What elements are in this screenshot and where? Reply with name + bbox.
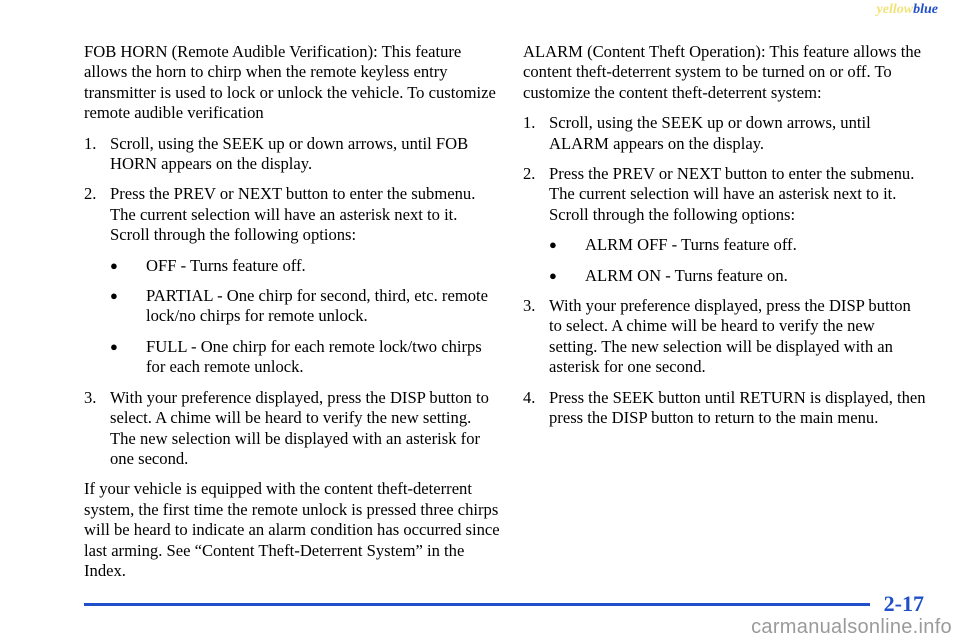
step-item (84, 184, 500, 377)
watermark: carmanualsonline.info (751, 616, 952, 638)
color-tag (877, 2, 938, 18)
color-tag-blue: blue (913, 2, 938, 17)
option-item (549, 266, 927, 286)
color-tag-yellow: yellow (876, 2, 914, 17)
step-text: Press the PREV or NEXT button to enter the submenu. The current selection will have an asterisk next to it. Scroll through the following options: (110, 184, 476, 245)
step-number: 2. (84, 184, 97, 204)
alarm-steps (523, 113, 927, 428)
step-text: Press the SEEK button until RETURN is displayed, then press the DISP button to return to the main menu. (549, 387, 926, 428)
step-number: 3. (523, 296, 536, 316)
step-number: 4. (523, 387, 536, 407)
right-column (523, 42, 927, 439)
option-item (110, 286, 500, 327)
page-number: 2-17 (883, 591, 924, 616)
option-text: ALRM OFF - Turns feature off. (585, 235, 797, 255)
bullet-icon: ● (110, 257, 118, 273)
alarm-intro: ALARM (Content Theft Operation): This feature allows the content theft-deterrent system to be turned on or off. To customize the content theft-deterrent system: (523, 42, 922, 102)
step-text: Press the PREV or NEXT button to enter the submenu. The current selection will have an asterisk next to it. Scroll through the following options: (549, 164, 915, 224)
step-item (523, 164, 927, 286)
fob-horn-steps (84, 134, 500, 470)
option-item (549, 235, 927, 255)
step-item (523, 388, 927, 429)
option-text: ALRM ON - Turns feature on. (585, 265, 788, 285)
alarm-chirp-note: If your vehicle is equipped with the content theft-deterrent system, the first time the remote unlock is pressed three chirps will be heard to indicate an alarm condition has occurred since last arming. See “Content Theft-Deterrent System” in the Index. (84, 479, 500, 580)
left-column (84, 42, 500, 591)
step-number: 3. (84, 387, 97, 407)
step-text: Scroll, using the SEEK up or down arrows, until ALARM appears on the display. (549, 113, 871, 153)
step-number: 1. (84, 133, 97, 153)
step-number: 1. (523, 113, 536, 133)
step-number: 2. (523, 164, 536, 184)
bullet-icon: ● (110, 288, 118, 304)
step-item (84, 388, 500, 470)
option-text: OFF - Turns feature off. (146, 255, 306, 275)
step-body (110, 184, 500, 377)
option-list (110, 256, 500, 378)
step-item (84, 134, 500, 175)
step-text: With your preference displayed, press the DISP button to select. A chime will be heard to verify the new setting. The new selection will be displayed with an asterisk for one second. (110, 387, 489, 468)
bullet-icon: ● (110, 338, 118, 354)
step-text: Scroll, using the SEEK up or down arrows, until FOB HORN appears on the display. (110, 133, 469, 174)
option-item (110, 256, 500, 276)
step-text: With your preference displayed, press the DISP button to select. A chime will be heard to verify the new setting. The new selection will be displayed with an asterisk for one second. (549, 296, 911, 377)
option-text: FULL - One chirp for each remote lock/two chirps for each remote unlock. (146, 336, 482, 377)
option-text: PARTIAL - One chirp for second, third, etc. remote lock/no chirps for remote unlock. (146, 286, 489, 326)
option-list (549, 235, 927, 286)
step-item (523, 113, 927, 154)
fob-horn-intro: FOB HORN (Remote Audible Verification): This feature allows the horn to chirp when the remote keyless entry transmitter is used to lock or unlock the vehicle. To customize remote audible verification (84, 42, 496, 123)
step-item (523, 296, 927, 378)
step-body (549, 164, 927, 286)
footer-divider (84, 603, 870, 606)
bullet-icon: ● (549, 237, 557, 253)
bullet-icon: ● (549, 267, 557, 283)
option-item (110, 337, 500, 378)
